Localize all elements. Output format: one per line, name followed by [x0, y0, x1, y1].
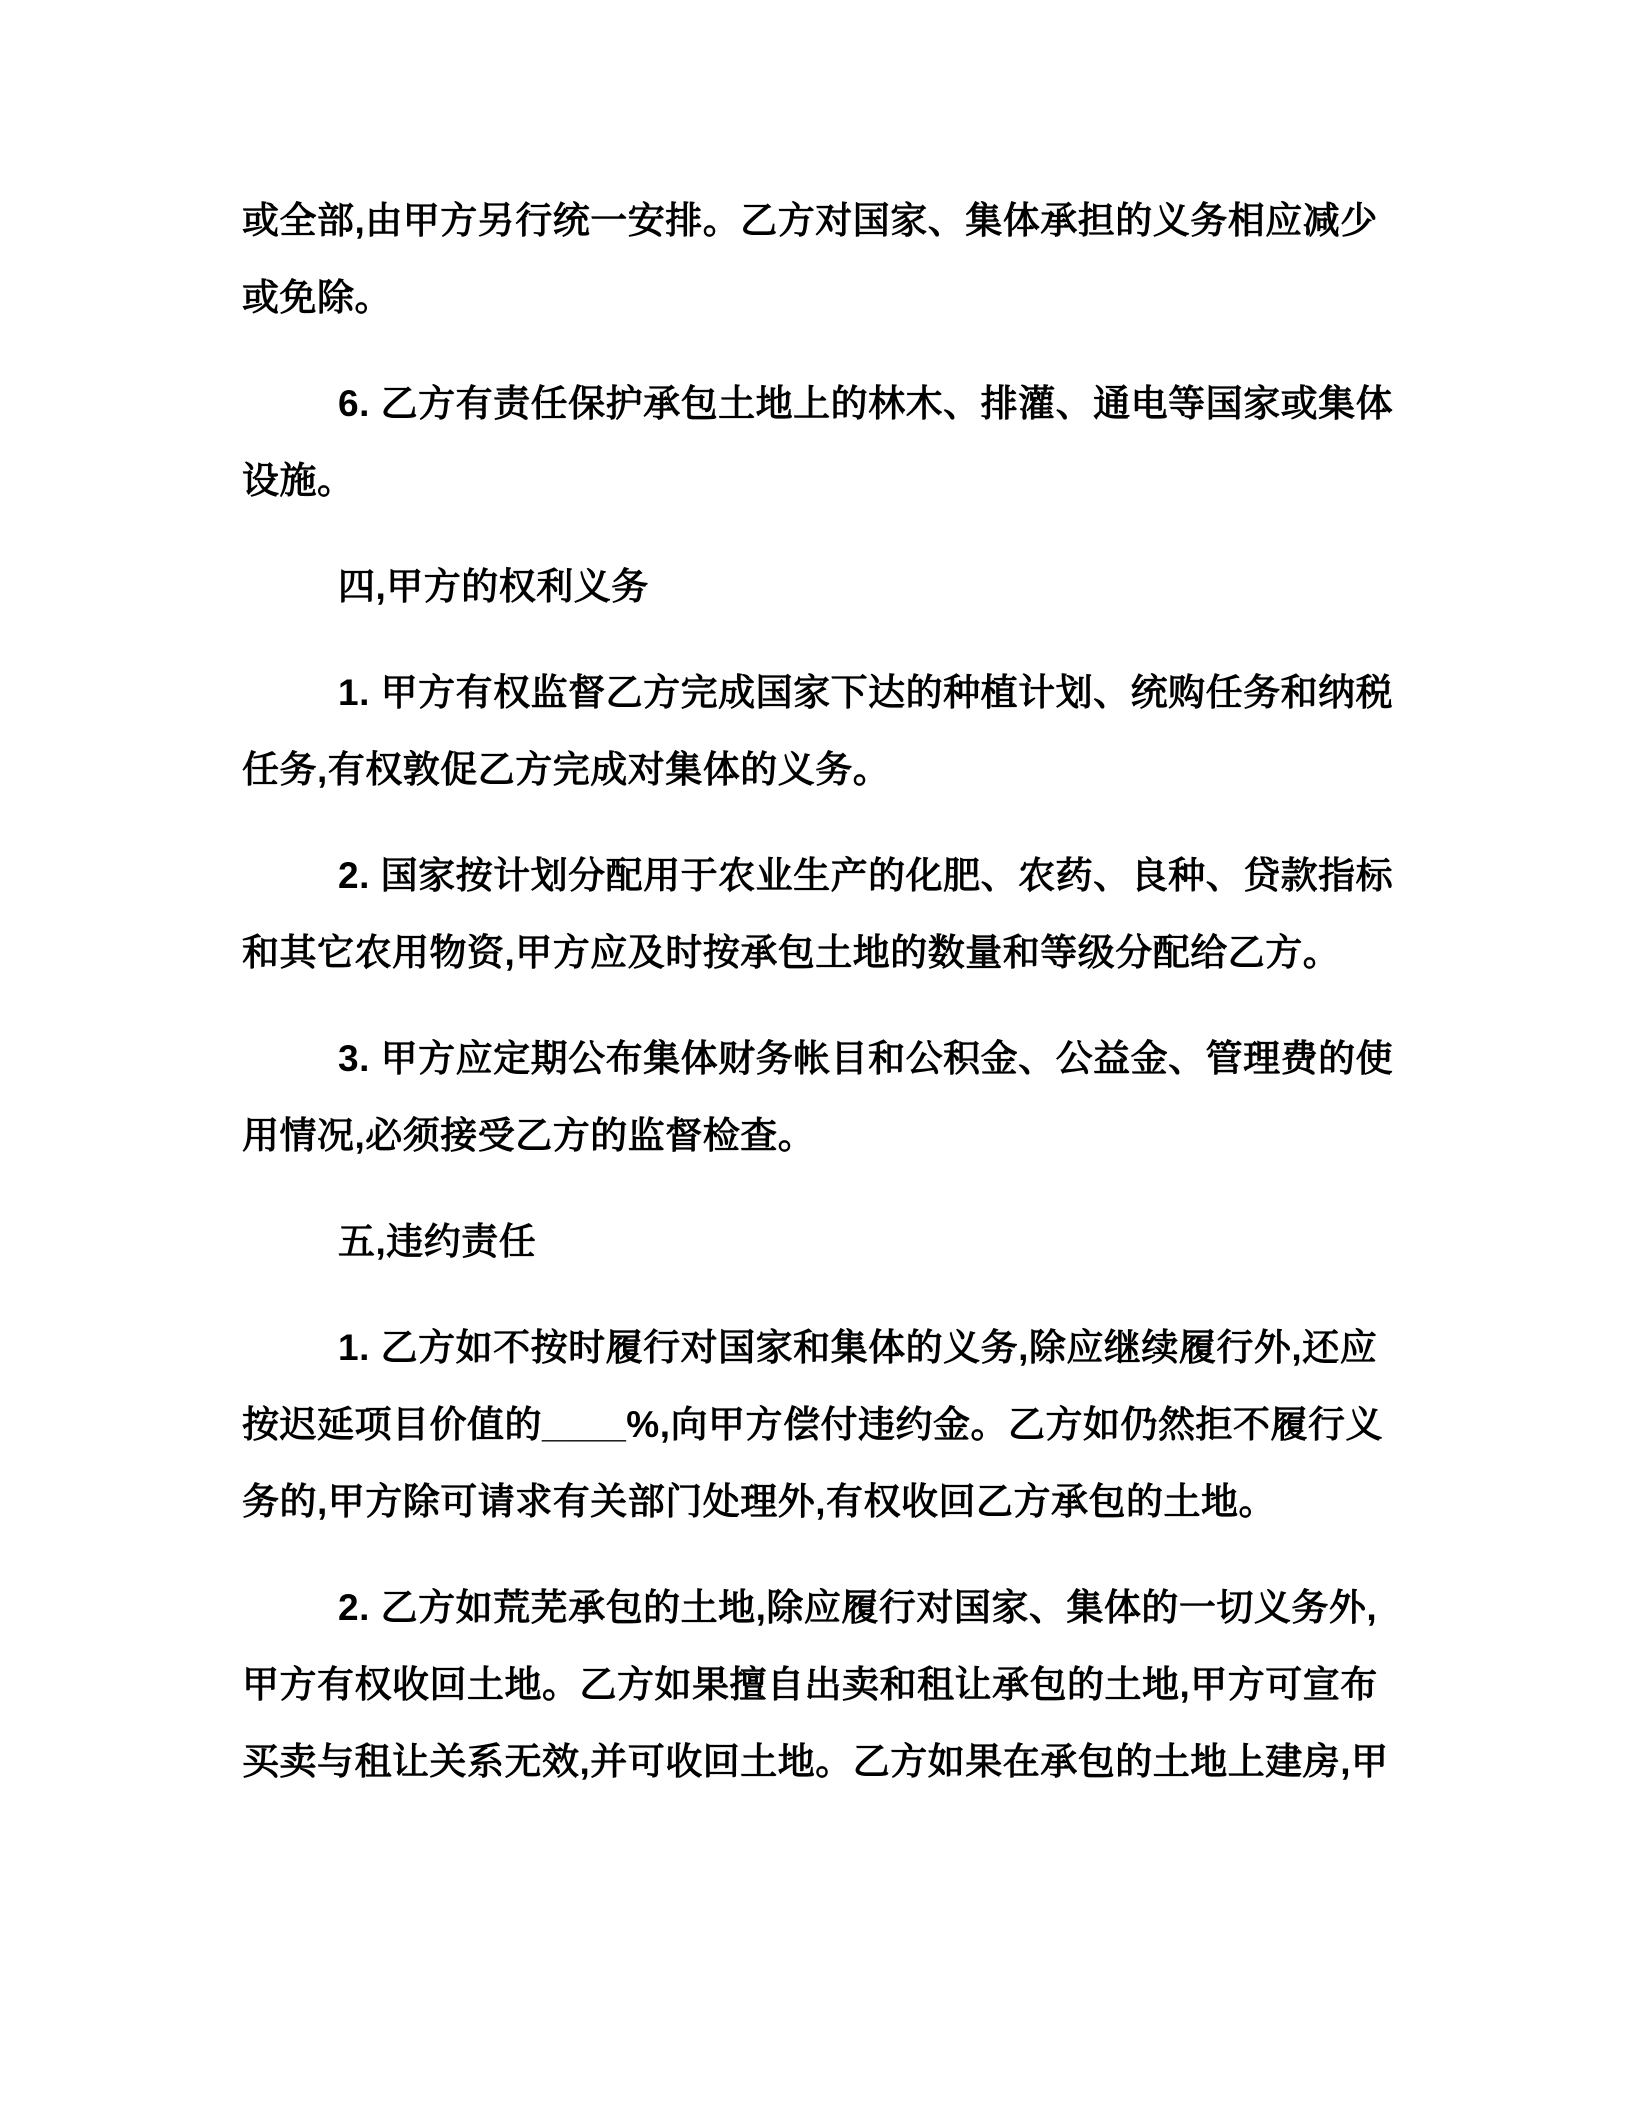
paragraph: [242, 182, 1394, 336]
text-line: 或全部,由甲方另行统一安排。乙方对国家、集体承担的义务相应减少: [242, 200, 1378, 241]
text-line: 务的,甲方除可请求有关部门处理外,有权收回乙方承包的土地。: [242, 1481, 1277, 1522]
text-line: 按迟延项目价值的____%,向甲方偿付违约金。乙方如仍然拒不履行义: [242, 1404, 1383, 1445]
text-line: 2. 国家按计划分配用于农业生产的化肥、农药、良种、贷款指标: [338, 855, 1394, 896]
text-line: 6. 乙方有责任保护承包土地上的林木、排灌、通电等国家或集体: [338, 383, 1394, 424]
text-line: 和其它农用物资,甲方应及时按承包土地的数量和等级分配给乙方。: [242, 932, 1341, 973]
paragraph: [242, 1569, 1394, 1800]
text-line: 3. 甲方应定期公布集体财务帐目和公积金、公益金、管理费的使: [338, 1038, 1394, 1079]
text-line: 1. 甲方有权监督乙方完成国家下达的种植计划、统购任务和纳税: [338, 672, 1394, 713]
text-line: 1. 乙方如不按时履行对国家和集体的义务,除应继续履行外,还应: [338, 1327, 1378, 1368]
paragraph: [242, 1203, 1394, 1280]
text-line: 2. 乙方如荒芜承包的土地,除应履行对国家、集体的一切义务外,: [338, 1587, 1378, 1628]
text-line: 五,违约责任: [338, 1221, 537, 1262]
text-line: 甲方有权收回土地。乙方如果擅自出卖和租让承包的土地,甲方可宣布: [242, 1664, 1378, 1705]
text-line: 买卖与租让关系无效,并可收回土地。乙方如果在承包的土地上建房,甲: [242, 1741, 1389, 1782]
paragraph: [242, 365, 1394, 519]
text-line: 用情况,必须接受乙方的监督检查。: [242, 1115, 816, 1156]
text-line: 四,甲方的权利义务: [338, 566, 649, 607]
paragraph: [242, 1309, 1394, 1540]
text-line: 任务,有权敦促乙方完成对集体的义务。: [242, 749, 891, 790]
text-line: 或免除。: [242, 277, 392, 318]
paragraph: [242, 1020, 1394, 1174]
paragraph: [242, 837, 1394, 991]
paragraph: [242, 548, 1394, 625]
paragraph: [242, 654, 1394, 808]
text-line: 设施。: [242, 460, 355, 501]
document-text-block: [242, 182, 1394, 1829]
